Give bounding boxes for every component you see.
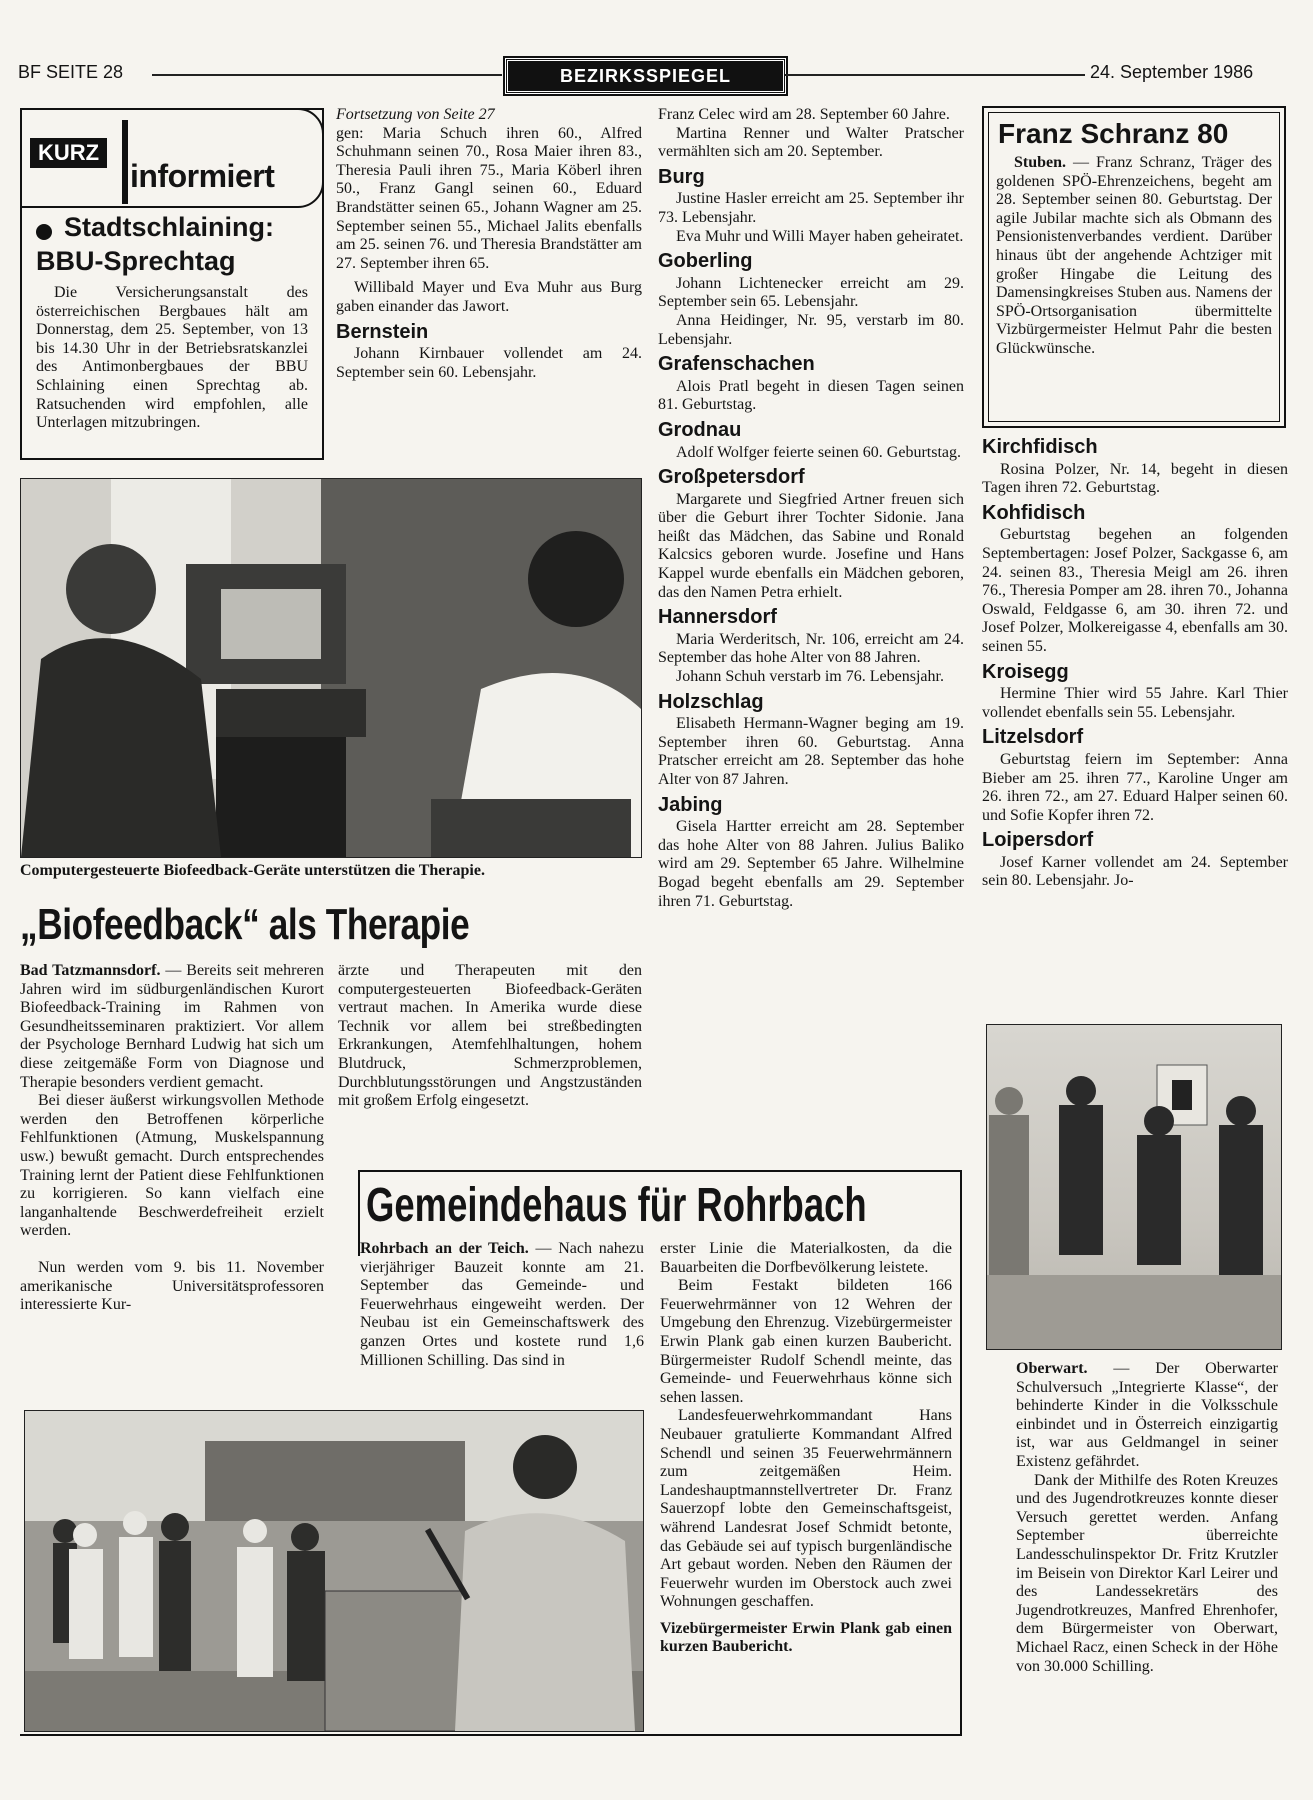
rohrbach-p4: Landesfeuerwehrkommandant Hans Neubauer gratulierte Kommandant Alfred Schendl und seinen 35 Feuerwehrmännern zum zeitgemäßen Heim. Landeshauptmannstellvertreter Dr. Franz Sauerzopf lobte den Gemeinschaftsgeist, während Landesrat Josef Schmidt betonte, das Gebäude sei auf typisch burgenländische Art gebaut worden. Neben den Räumen der Feuerwehr wurden im Oberstock auch zwei Wohnungen geschaffen. xyxy=(660,1407,952,1611)
schranz-dateline: Stuben. xyxy=(1014,154,1067,171)
place-kirchfidisch: Kirchfidisch xyxy=(982,436,1098,458)
rohrbach-box xyxy=(358,1170,962,1172)
page-date: 24. September 1986 xyxy=(1090,62,1254,82)
col3-hann1: Maria Werderitsch, Nr. 106, erreicht am 24. September das hohe Alter von 88 Jahren. xyxy=(658,630,964,667)
place-hannersdorf: Hannersdorf xyxy=(658,606,777,629)
rohrbach-photo xyxy=(24,1410,644,1732)
biofeedback-col-a: Bad Tatzmannsdorf. — Bereits seit mehreren Jahren wird im südburgenländischen Kurort Biofeedback-Training im Rahmen von Gesundheitsseminaren praktiziert. Vor allem der Psychologe Bernhard Ludwig hat sich um diese zeitgemäße Form von Diagnose und Therapie besonders verdient gemacht. Bei dieser äußerst wirkungsvollen Methode werden den Betroffenen körperliche Fehlfunktionen (Atmung, Muskelspannung usw.) bewußt gemacht. Durch entsprechendes Training lernt der Patient diese Fehlfunktionen zu korrigieren. So kann vielfach eine langanhaltende Beschwerdefreiheit erzielt werden. Nun werden vom 9. bis 11. November amerikanische Universitätsprofessoren interessierte Kur- xyxy=(20,962,324,1314)
col3-gob1: Johann Lichtenecker erreicht am 29. September sein 65. Lebensjahr. xyxy=(658,274,964,311)
biofeedback-photo xyxy=(20,478,642,858)
place-goberling: Goberling xyxy=(658,250,753,273)
continued-note: Fortsetzung von Seite 27 xyxy=(336,106,495,123)
col3-holz: Elisabeth Hermann-Wagner beging am 19. September ihren 60. Geburtstag. Anna Pratscher erreicht am 28. September das hohe Alter von 87 Jahren. xyxy=(658,715,964,788)
header-rule-left xyxy=(152,74,502,76)
col4-kohf: Geburtstag begehen an folgenden Septembertagen: Josef Polzer, Sackgasse 6, am 24. seinen 83., Theresia Meigl am 26. ihren 76., Theresia Pomper am 28. ihren 70., Johanna Oswald, Feldgasse 6, am 30. ihren 72. und Josef Polzer, Molkereigasse 4, ebenfalls am 30. seinen 55. xyxy=(982,526,1288,655)
kurz-text: Die Versicherungsanstalt des österreichischen Bergbaues hält am Donnerstag, dem 25. September, von 13 bis 14.30 Uhr in der Betriebsratskanzlei des Antimonbergbaues der BBU Schlaining einen Sprechtag ab. Ratsuchenden wird empfohlen, alle Unterlagen mitzubringen. xyxy=(36,284,308,432)
place-bernstein: Bernstein xyxy=(336,320,429,343)
col3-burg2: Eva Muhr und Willi Mayer haben geheiratet. xyxy=(676,227,964,245)
oberwart-photo-art xyxy=(987,1025,1281,1349)
col3-gob2: Anna Heidinger, Nr. 95, verstarb im 80. Lebensjahr. xyxy=(658,311,964,348)
rohrbach-p3: Beim Festakt bildeten 166 Feuerwehrmänner von 12 Wehren der Umgebung den Ehrenzug. Vizebürgermeister Erwin Plank gab einen kurzen Baubericht. Bürgermeister Rudolf Schendl meinte, das Gemeinde- und Feuerwehrhaus könne sich sehen lassen. xyxy=(660,1277,952,1406)
kurz-title: informiert xyxy=(130,158,275,194)
col2-p3: Johann Kirnbauer vollendet am 24. September sein 60. Lebensjahr. xyxy=(336,345,642,381)
header-rule-right xyxy=(785,74,1085,76)
biofeedback-caption: Computergesteuerte Biofeedback-Geräte unterstützen die Therapie. xyxy=(20,862,485,879)
biofeedback-headline: „Biofeedback“ als Therapie xyxy=(20,900,470,949)
kurz-divider xyxy=(122,120,128,204)
rohrbach-box-right xyxy=(960,1170,962,1736)
col3-jab: Gisela Hartter erreicht am 28. September das hohe Alter von 88 Jahren. Julius Baliko wird am 29. September 65 Jahre. Wilhelmine Bogad begeht ebenfalls am 29. September ihren 71. Geburtstag. xyxy=(658,818,964,910)
rohrbach-box-bottom xyxy=(20,1734,962,1736)
biofeedback-p4: ärzte und Therapeuten mit den computergesteuerten Biofeedback-Geräten vertraut machen. In Amerika wurde diese Technik vor allem bei streßbedingten Erkrankungen, Atemfehlhaltungen, hohem Blutdruck, Schmerzproblemen, Durchblutungsstörungen und Angstzuständen mit großem Erfolg eingesetzt. xyxy=(338,962,642,1110)
place-grosspetersdorf: Großpetersdorf xyxy=(658,466,805,489)
rohrbach-caption: Vizebürgermeister Erwin Plank gab einen kurzen Baubericht. xyxy=(660,1619,952,1655)
rohrbach-dateline: Rohrbach an der Teich. xyxy=(360,1240,529,1257)
page-label: BF SEITE 28 xyxy=(18,62,124,82)
oberwart-p1: Der Oberwarter Schulversuch „Integrierte Klasse“, der behinderte Kinder in die Volksschule einbindet und in Österreich einzigartig ist, war aus Geldmangel in seiner Existenz gefährdet. xyxy=(1016,1360,1279,1470)
schranz-box xyxy=(982,106,1286,428)
oberwart-dateline: Oberwart. xyxy=(1016,1360,1088,1377)
schranz-title: Franz Schranz 80 xyxy=(998,118,1229,149)
col3-grod: Adolf Wolfger feierte seinen 60. Geburtstag. xyxy=(676,443,961,461)
rohrbach-col-b xyxy=(660,1240,952,1656)
col3-p-top: Franz Celec wird am 28. September 60 Jahre. xyxy=(658,106,950,123)
place-grafenschachen: Grafenschachen xyxy=(658,353,815,376)
place-kohfidisch: Kohfidisch xyxy=(982,501,1086,524)
kurz-badge: KURZ xyxy=(30,138,107,168)
place-loipersdorf: Loipersdorf xyxy=(982,829,1094,852)
oberwart-text: Oberwart. — Der Oberwarter Schulversuch „Integrierte Klasse“, der behinderte Kinder in die Volksschule einbindet und in Österreich einzigartig ist, war aus Geldmangel in seiner Existenz gefährdet. Dank der Mithilfe des Roten Kreuzes und des Jugendrotkreuzes konnte dieser Versuch gerettet werden. Anfang September überreichte Landesschulinspektor Dr. Fritz Krutzler im Beisein von Direktor Karl Leirer und des Landessekretärs des Jugendrotkreuzes, Manfred Ehrenhofer, dem Bürgermeister von Oberwart, Michael Racz, einen Scheck in der Höhe von 30.000 Schilling. xyxy=(1016,1360,1279,1675)
col3-hann2: Johann Schuh verstarb im 76. Lebensjahr. xyxy=(676,668,944,686)
place-holzschlag: Holzschlag xyxy=(658,690,764,713)
col3-p-top2: Martina Renner und Walter Pratscher vermählten sich am 20. September. xyxy=(658,124,964,161)
col4-litz: Geburtstag feiern im September: Anna Bieber am 25. ihren 77., Karoline Unger am 26. ihren 72., am 27. Eduard Halper seinen 60. und Sofie Kopfer ihren 72. xyxy=(982,750,1288,824)
col2-p2: Willibald Mayer und Eva Muhr aus Burg gaben einander das Jawort. xyxy=(336,279,642,315)
col4-kirch: Rosina Polzer, Nr. 14, begeht in diesen Tagen ihren 72. Geburtstag. xyxy=(982,460,1288,497)
schranz-body: Franz Schranz, Träger des goldenen SPÖ-Ehrenzeichens, begeht am 28. September seinen 80. Geburtstag. Der agile Jubilar machte sich als Obmann des Pensionistenverbandes verdient. Darüber hinaus übt der angehende Achtziger mit großer Hingabe die Leitung des Damensingkreises Stuben aus. Namens der SPÖ-Ortsorganisation übermittelte Vizbürgermeister Helmut Pahr die besten Glückwünsche. xyxy=(996,154,1273,357)
oberwart-photo xyxy=(986,1024,1282,1350)
col3-burg1: Justine Hasler erreicht am 25. September ihr 73. Lebensjahr. xyxy=(658,190,964,226)
kurz-informiert-box xyxy=(20,108,324,460)
col2-p1: gen: Maria Schuch ihren 60., Alfred Schuhmann seinen 70., Rosa Maier ihren 83., Theresia Pauli ihren 75., Maria Köberl ihren 50., Franz Gangl seinen 60., Eduard Brandstätter seinen 65., Johann Wagner am 25. September seinen 55., Michael Jalits ebenfalls am 25. seinen 76. und Theresia Brandstätter am 27. September ihren 65. xyxy=(336,124,642,272)
biofeedback-dateline: Bad Tatzmannsdorf. xyxy=(20,962,161,979)
place-grodnau: Grodnau xyxy=(658,418,742,441)
place-jabing: Jabing xyxy=(658,793,723,816)
section-title: BEZIRKSSPIEGEL xyxy=(505,58,786,94)
biofeedback-p1: Bereits seit mehreren Jahren wird im südburgenländischen Kurort Biofeedback-Training im Rahmen von Gesundheitsseminaren praktiziert. Vor allem der Psychologe Bernhard Ludwig hat sich um diese zeitgemäße Form von Diagnose und Therapie besonders verdient gemacht. xyxy=(20,962,324,1091)
col4-loip: Josef Karner vollendet am 24. September sein 80. Lebensjahr. Jo- xyxy=(982,853,1288,890)
place-litzelsdorf: Litzelsdorf xyxy=(982,726,1084,749)
rohrbach-headline: Gemeindehaus für Rohrbach xyxy=(366,1179,867,1232)
kurz-headline-1: Stadtschlaining: xyxy=(64,212,275,242)
biofeedback-col-b xyxy=(338,962,642,1111)
col4-kroi: Hermine Thier wird 55 Jahre. Karl Thier vollendet ebenfalls sein 55. Lebensjahr. xyxy=(982,685,1288,721)
oberwart-p2: Dank der Mithilfe des Roten Kreuzes und des Jugendrotkreuzes konnte dieser Versuch gerettet werden. Anfang September überreichte Landesschulinspektor Dr. Fritz Krutzler im Beisein von Direktor Karl Leirer und des Landessekretärs des Jugendrotkreuzes, Manfred Ehrenhofer, dem Bürgermeister von Oberwart, Michael Racz, einen Scheck in der Höhe von 30.000 Schilling. xyxy=(1016,1471,1278,1675)
place-kroisegg: Kroisegg xyxy=(982,660,1069,683)
biofeedback-p3: Nun werden vom 9. bis 11. November amerikanische Universitätsprofessoren interessierte Kur- xyxy=(20,1258,324,1314)
biofeedback-p2: Bei dieser äußerst wirkungsvollen Methode werden den Betroffenen körperliche Fehlfunktionen (Atmung, Muskelspannung usw.) bewußt gemacht. Durch entsprechendes Training lernt der Patient diese Fehlfunktionen zu korrigieren. So kann vielfach eine langanhaltende Beschwerdefreiheit erzielt werden. xyxy=(20,1092,324,1240)
place-burg: Burg xyxy=(658,165,705,188)
rohrbach-p2: erster Linie die Materialkosten, da die Bauarbeiten die Dorfbevölkerung leistete. xyxy=(660,1240,952,1276)
rohrbach-col-a: Rohrbach an der Teich. — Nach nahezu vierjähriger Bauzeit konnte am 21. September das Gemeinde- und Feuerwehrhaus eingeweiht werden. Der Neubau ist ein Gemeinschaftswerk des ganzen Ortes und kostete rund 1,6 Millionen Schilling. Das sind in xyxy=(360,1240,644,1369)
col3-graf: Alois Pratl begeht in diesen Tagen seinen 81. Geburtstag. xyxy=(658,377,964,414)
col3-gross: Margarete und Siegfried Artner freuen sich über die Geburt ihrer Tochter Sidonie. Jana heißt das Mädchen, das Sabine und Ronald Kalcsics geboren wurde. Josefine und Hans Kappel wurde ebenfalls ein Mädchen geboren, das den Namen Petra erhielt. xyxy=(658,490,964,601)
schranz-text: Stuben. — Franz Schranz, Träger des goldenen SPÖ-Ehrenzeichens, begeht am 28. September seinen 80. Geburtstag. Der agile Jubilar machte sich als Obmann des Pensionistenverbandes verdient. Darüber hinaus übt der angehende Achtziger mit großer Hingabe die Leitung des Damensingkreises Stuben aus. Namens der SPÖ-Ortsorganisation übermittelte Vizbürgermeister Helmut Pahr die besten Glückwünsche. xyxy=(996,154,1273,357)
bullet-icon xyxy=(36,224,52,240)
column-3 xyxy=(658,106,964,911)
rohrbach-p1: Nach nahezu vierjähriger Bauzeit konnte am 21. September das Gemeinde- und Feuerwehrhaus eingeweiht werden. Der Neubau ist ein Gemeinschaftswerk des ganzen Ortes und kostete rund 1,6 Millionen Schilling. Das sind in xyxy=(360,1240,644,1369)
column-2 xyxy=(336,106,642,382)
biofeedback-photo-art xyxy=(21,479,641,857)
kurz-headline-2: BBU-Sprechtag xyxy=(36,246,236,276)
rohrbach-photo-art xyxy=(25,1411,643,1731)
column-4 xyxy=(982,438,1288,891)
